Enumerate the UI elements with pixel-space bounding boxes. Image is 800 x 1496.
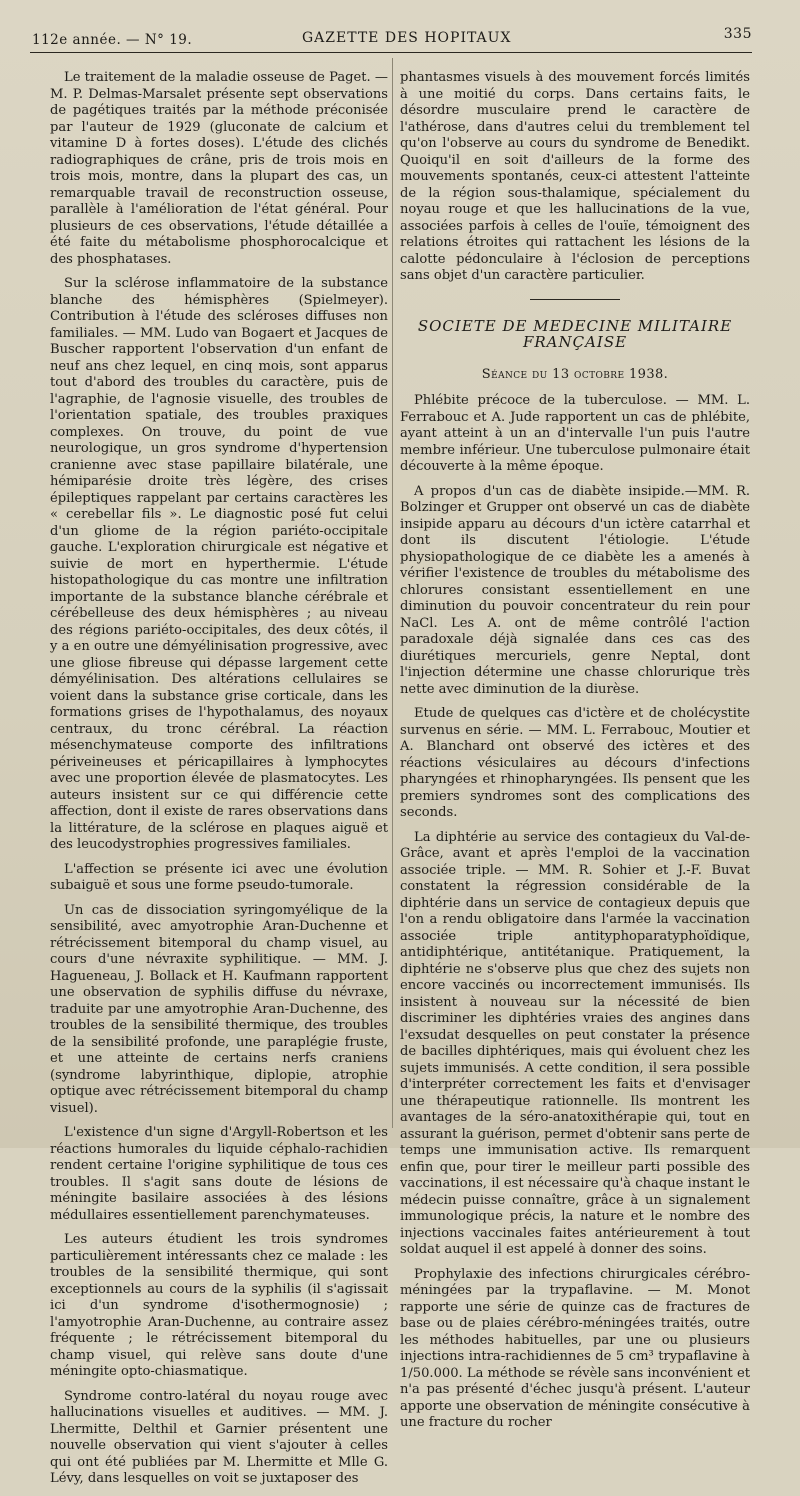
article-paragraph: Prophylaxie des infections chirurgicales cérébro-méningées par la trypaflavine. — M. Monot rapporte une série de quinze cas de fractures de base ou de plaies cérébro-méningées traités, outre les méthodes habituelles, par une ou plusieurs injections intra-rachidiennes de 5 cm³ trypaflavine à 1/50.000. La méthode se révèle sans inconvénient et n'a pas présenté d'échec jusqu'à présent. L'auteur apporte une observation de méningite consécutive à une fracture du rocher [400, 1266, 750, 1430]
article-paragraph: Etude de quelques cas d'ictère et de cholécystite survenus en série. — MM. L. Ferrabouc, Moutier et A. Blanchard ont observé des ictères et des réactions vésiculaires au décours d'infections pharyngées et rhinopharyngées. Ils pensent que les premiers syndromes sont des complications des seconds. [400, 706, 750, 820]
journal-title: GAZETTE DES HOPITAUX [302, 30, 512, 46]
session-date: Séance du 13 octobre 1938. [481, 366, 669, 382]
issue-number: 112e année. — N° 19. [32, 32, 193, 48]
page-number: 335 [723, 26, 752, 42]
article-paragraph: Sur la sclérose inflammatoire de la substance blanche des hémisphères (Spielmeyer). Contribution à l'étude des scléroses diffuses non familiales. — MM. Ludo van Bogaert et Jacques de Buscher rapportent l'observation d'un enfant de neuf ans chez lequel, en cinq mois, sont apparus tout d'abord des troubles du caractère, puis de l'agraphie, de l'agnosie visuelle, des troubles de l'orientation spatiale, des troubles praxiques complexes. On trouve, du point de vue neurologique, un gros syndrome d'hypertension cranienne avec stase papillaire bilatérale, une hémiparésie droite très légère, des crises épileptiques rappelant par certains caractères les « cerebellar fils ». Le diagnostic posé fut celui d'un gliome de la région pariéto-occipitale gauche. L'exploration chirurgicale est négative et suivie de mort en hyperthermie. L'étude histopathologique du cas montre une infiltration importante de la substance blanche cérébrale et cérébelleuse des deux hémisphères ; au niveau des régions pariéto-occipitales, des deux côtés, il y a en outre une démyélinisation progressive, avec une gliose fibreuse qui dépasse largement cette démyélinisation. Des altérations cellulaires se voient dans la substance grise corticale, dans les formations grises de l'hypothalamus, des noyaux centraux, du tronc cérébral. La réaction mésenchymateuse comporte des infiltrations périveineuses et péricapillaires à lymphocytes avec une proportion élevée de plasmatocytes. Les auteurs insistent sur ce qui différencie cette affection, dont il existe de rares observations dans la littérature, de la sclérose en plaques aiguë et des leucodystrophies progressives familiales. [50, 276, 388, 852]
article-paragraph: Phlébite précoce de la tuberculose. — MM. L. Ferrabouc et A. Jude rapportent un cas de phlébite, ayant atteint à un an d'intervalle l'un puis l'autre membre inférieur. Une tuberculose pulmonaire était découverte à la même époque. [400, 393, 750, 474]
article-paragraph: Le traitement de la maladie osseuse de Paget. — M. P. Delmas-Marsalet présente sept observations de pagétiques traités par la méthode préconisée par l'auteur de 1929 (gluconate de calcium et vitamine D à fortes doses). L'étude des clichés radiographiques de crâne, pris de trois mois en trois mois, montre, dans la plupart des cas, un remarquable travail de reconstruction osseuse, parallèle à l'amélioration de l'état général. Pour plusieurs de ces observations, l'étude détaillée a été faite du métabolisme phosphorocalcique et des phosphatases. [50, 70, 388, 267]
page-header [32, 26, 752, 48]
header-rule [30, 52, 752, 53]
section-title: SOCIETE DE MEDECINE MILITAIRE FRANÇAISE [417, 316, 733, 351]
article-paragraph: Syndrome contro-latéral du noyau rouge avec hallucinations visuelles et auditives. — MM. J. Lhermitte, Delthil et Garnier présentent une nouvelle observation qui vient s'ajouter à celles qui ont été publiées par M. Lhermitte et Mlle G. Lévy, dans lesquelles on voit se juxtaposer des [50, 1388, 388, 1486]
article-paragraph: L'affection se présente ici avec une évolution subaiguë et sous une forme pseudo-tumorale. [50, 861, 388, 893]
article-paragraph: La diphtérie au service des contagieux du Val-de-Grâce, avant et après l'emploi de la vaccination associée triple. — MM. R. Sohier et J.-F. Buvat constatent la régression considérable de la diphtérie dans un service de contagieux depuis que l'on a rendu obligatoire dans l'armée la vaccination associée triple antityphoparatyphoïdique, antidiphtérique, antitétanique. Pratiquement, la diphtérie ne s'observe plus que chez des sujets non encore vaccinés ou incorrectement immunisés. Ils insistent à nouveau sur la nécessité de bien discriminer les diphtéries vraies des angines dans l'exsudat desquelles on peut constater la présence de bacilles diphtériques, mais qui évoluent chez les sujets immunisés. A cette condition, il sera possible d'interpréter correctement les faits et d'envisager une thérapeutique rationnelle. Ils montrent les avantages de la séro-anatoxithérapie qui, tout en assurant la guérison, permet d'obtenir sans perte de temps une immunisation active. Ils remarquent enfin que, pour tirer le meilleur parti possible des vaccinations, il est nécessaire qu'à chaque instant le médecin puisse connaître, grâce à un signalement immunologique précis, la nature et le nombre des injections vaccinales faites antérieurement à tout soldat auquel il est appelé à donner des soins. [400, 829, 750, 1257]
article-paragraph: L'existence d'un signe d'Argyll-Robertson et les réactions humorales du liquide céphalo-rachidien rendent certaine l'origine syphilitique de tous ces troubles. Il s'agit sans doute de lésions de méningite basilaire associées à des lésions médullaires essentiellement parenchymateuses. [50, 1125, 388, 1223]
right-column [400, 70, 750, 1440]
article-paragraph: Les auteurs étudient les trois syndromes particulièrement intéressants chez ce malade : les troubles de la sensibilité thermique, qui sont exceptionnels au cours de la syphilis (il s'agissait ici d'un syndrome d'isothermognosie) ; l'amyotrophie Aran-Duchenne, au contraire assez fréquente ; le rétrécissement bitemporal du champ visuel, qui relève sans doute d'une méningite opto-chiasmatique. [50, 1232, 388, 1379]
column-divider [392, 58, 393, 1128]
article-paragraph: phantasmes visuels à des mouvement forcés limités à une moitié du corps. Dans certains faits, le désordre musculaire prend le caractère de l'athérose, dans d'autres celui du tremblement tel qu'on l'observe au cours du syndrome de Benedikt. Quoiqu'il en soit d'ailleurs de la forme des mouvements spontanés, ceux-ci attestent l'atteinte de la région sous-thalamique, spécialement du noyau rouge et que les hallucinations de la vue, associées parfois à celles de l'ouïe, témoignent des relations étroites qui rattachent les lésions de la calotte pédonculaire à l'éclosion de perceptions sans objet d'un caractère particulier. [400, 70, 750, 283]
article-paragraph: A propos d'un cas de diabète insipide.—MM. R. Bolzinger et Grupper ont observé un cas de diabète insipide apparu au décours d'un ictère catarrhal et dont ils discutent l'étiologie. L'étude physiopathologique de ce diabète les a amenés à vérifier l'existence de troubles du métabolisme des chlorures consistant essentiellement en une diminution du pouvoir concentrateur du rein pour NaCl. Les A. ont de même contrôlé l'action paradoxale déjà signalée dans ces cas des diurétiques mercuriels, genre Neptal, dont l'injection détermine une chasse chlorurique très nette avec diminution de la diurèse. [400, 483, 750, 697]
section-divider [530, 299, 620, 300]
article-paragraph: Un cas de dissociation syringomyélique de la sensibilité, avec amyotrophie Aran-Duchenne et rétrécissement bitemporal du champ visuel, au cours d'une névraxite syphilitique. — MM. J. Hagueneau, J. Bollack et H. Kaufmann rapportent une observation de syphilis diffuse du névraxe, traduite par une amyotrophie Aran-Duchenne, des troubles de la sensibilité thermique, des troubles de la sensibilité profonde, une paraplégie fruste, et une atteinte de certains nerfs craniens (syndrome labyrinthique, diplopie, atrophie optique avec rétrécissement bitemporal du champ visuel). [50, 902, 388, 1116]
left-column [50, 70, 388, 1496]
